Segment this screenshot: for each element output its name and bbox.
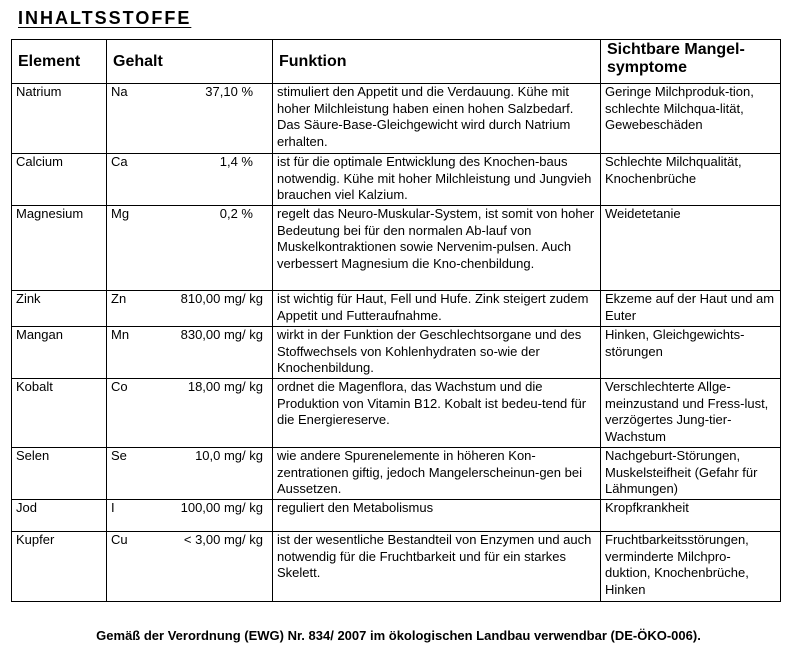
deficiency-symptoms: Fruchtbarkeitsstörungen, verminderte Milchpro-duktion, Knochenbrüche, Hinken: [601, 532, 781, 602]
element-content-value: 810,00 mg/ kg: [180, 291, 263, 306]
element-symbol: Mn: [111, 327, 130, 342]
table-row: [12, 206, 781, 291]
table-row: [12, 84, 781, 154]
header-funktion: Funktion: [273, 40, 601, 84]
element-name: Zink: [12, 291, 107, 327]
function-text: ist wichtig für Haut, Fell und Hufe. Zink steigert zudem Appetit und Futteraufnahme.: [273, 291, 601, 327]
function-text: ist der wesentliche Bestandteil von Enzymen und auch notwendig für die Fruchtbarkeit und für ein starkes Skelett.: [273, 532, 601, 602]
table-row: [12, 291, 781, 327]
table-header-row: [12, 40, 781, 84]
function-text: wirkt in der Funktion der Geschlechtsorgane und des Stoffwechsels von Kohlenhydraten so-wie der Knochenbildung.: [273, 327, 601, 379]
table-row: [12, 154, 781, 206]
element-name: Magnesium: [12, 206, 107, 291]
table-row: [12, 448, 781, 500]
deficiency-symptoms: Kropfkrankheit: [601, 500, 781, 532]
element-content-value: 0,2 %: [219, 206, 253, 221]
element-symbol: Na: [111, 84, 128, 99]
element-content-value: < 3,00 mg/ kg: [183, 532, 263, 547]
element-symbol: Zn: [111, 291, 127, 306]
element-content-value: 100,00 mg/ kg: [180, 500, 263, 515]
element-symbol: Se: [111, 448, 127, 463]
gehalt-cell: [107, 500, 273, 532]
footer-note: Gemäß der Verordnung (EWG) Nr. 834/ 2007 im ökologischen Landbau verwendbar (DE-ÖKO-006).: [96, 628, 701, 643]
header-element: Element: [12, 40, 107, 84]
deficiency-symptoms: Nachgeburt-Störungen, Muskelsteifheit (Gefahr für Lähmungen): [601, 448, 781, 500]
table-row: [12, 532, 781, 602]
function-text: ordnet die Magenflora, das Wachstum und die Produktion von Vitamin B12. Kobalt ist bedeu-tend für die Energiereserve.: [273, 379, 601, 448]
header-mangel: Sichtbare Mangel- symptome: [601, 40, 781, 84]
header-gehalt: Gehalt: [107, 40, 273, 84]
element-name: Kupfer: [12, 532, 107, 602]
deficiency-symptoms: Hinken, Gleichgewichts-störungen: [601, 327, 781, 379]
element-name: Calcium: [12, 154, 107, 206]
deficiency-symptoms: Geringe Milchproduk-tion, schlechte Milchqua-lität, Gewebeschäden: [601, 84, 781, 154]
gehalt-cell: [107, 154, 273, 206]
table-row: [12, 327, 781, 379]
element-content-value: 10,0 mg/ kg: [195, 448, 263, 463]
function-text: stimuliert den Appetit und die Verdauung. Kühe mit hoher Milchleistung haben einen hohen Salzbedarf. Das Säure-Base-Gleichgewicht wird durch Natrium erhalten.: [273, 84, 601, 154]
element-symbol: Ca: [111, 154, 128, 169]
element-content-value: 1,4 %: [219, 154, 253, 169]
table-row: [12, 500, 781, 532]
element-symbol: I: [111, 500, 115, 515]
deficiency-symptoms: Ekzeme auf der Haut und am Euter: [601, 291, 781, 327]
gehalt-cell: [107, 206, 273, 291]
element-symbol: Mg: [111, 206, 130, 221]
element-symbol: Cu: [111, 532, 128, 547]
function-text: wie andere Spurenelemente in höheren Kon-zentrationen giftig, jedoch Mangelerscheinun-gen bei Aussetzen.: [273, 448, 601, 500]
element-content-value: 830,00 mg/ kg: [180, 327, 263, 342]
function-text: reguliert den Metabolismus: [273, 500, 601, 532]
element-name: Selen: [12, 448, 107, 500]
gehalt-cell: [107, 448, 273, 500]
deficiency-symptoms: Verschlechterte Allge-meinzustand und Fress-lust, verzögertes Jung-tier-Wachstum: [601, 379, 781, 448]
gehalt-cell: [107, 291, 273, 327]
gehalt-cell: [107, 532, 273, 602]
element-name: Jod: [12, 500, 107, 532]
element-name: Kobalt: [12, 379, 107, 448]
deficiency-symptoms: Weidetetanie: [601, 206, 781, 291]
function-text: regelt das Neuro-Muskular-System, ist somit von hoher Bedeutung bei für den normalen Ab-lauf von Muskelkontraktionen sowie Nervenim-pulsen. Auch verbessert Magnesium die Kno-chenbildung.: [273, 206, 601, 291]
ingredients-table: [11, 39, 781, 602]
element-name: Natrium: [12, 84, 107, 154]
gehalt-cell: [107, 327, 273, 379]
page-title: INHALTSSTOFFE: [18, 8, 192, 28]
element-name: Mangan: [12, 327, 107, 379]
table-row: [12, 379, 781, 448]
element-content-value: 37,10 %: [205, 84, 253, 99]
deficiency-symptoms: Schlechte Milchqualität, Knochenbrüche: [601, 154, 781, 206]
gehalt-cell: [107, 379, 273, 448]
function-text: ist für die optimale Entwicklung des Knochen-baus notwendig. Kühe mit hoher Milchleistung und Jungvieh brauchen viel Kalzium.: [273, 154, 601, 206]
element-symbol: Co: [111, 379, 128, 394]
element-content-value: 18,00 mg/ kg: [187, 379, 263, 394]
gehalt-cell: [107, 84, 273, 154]
